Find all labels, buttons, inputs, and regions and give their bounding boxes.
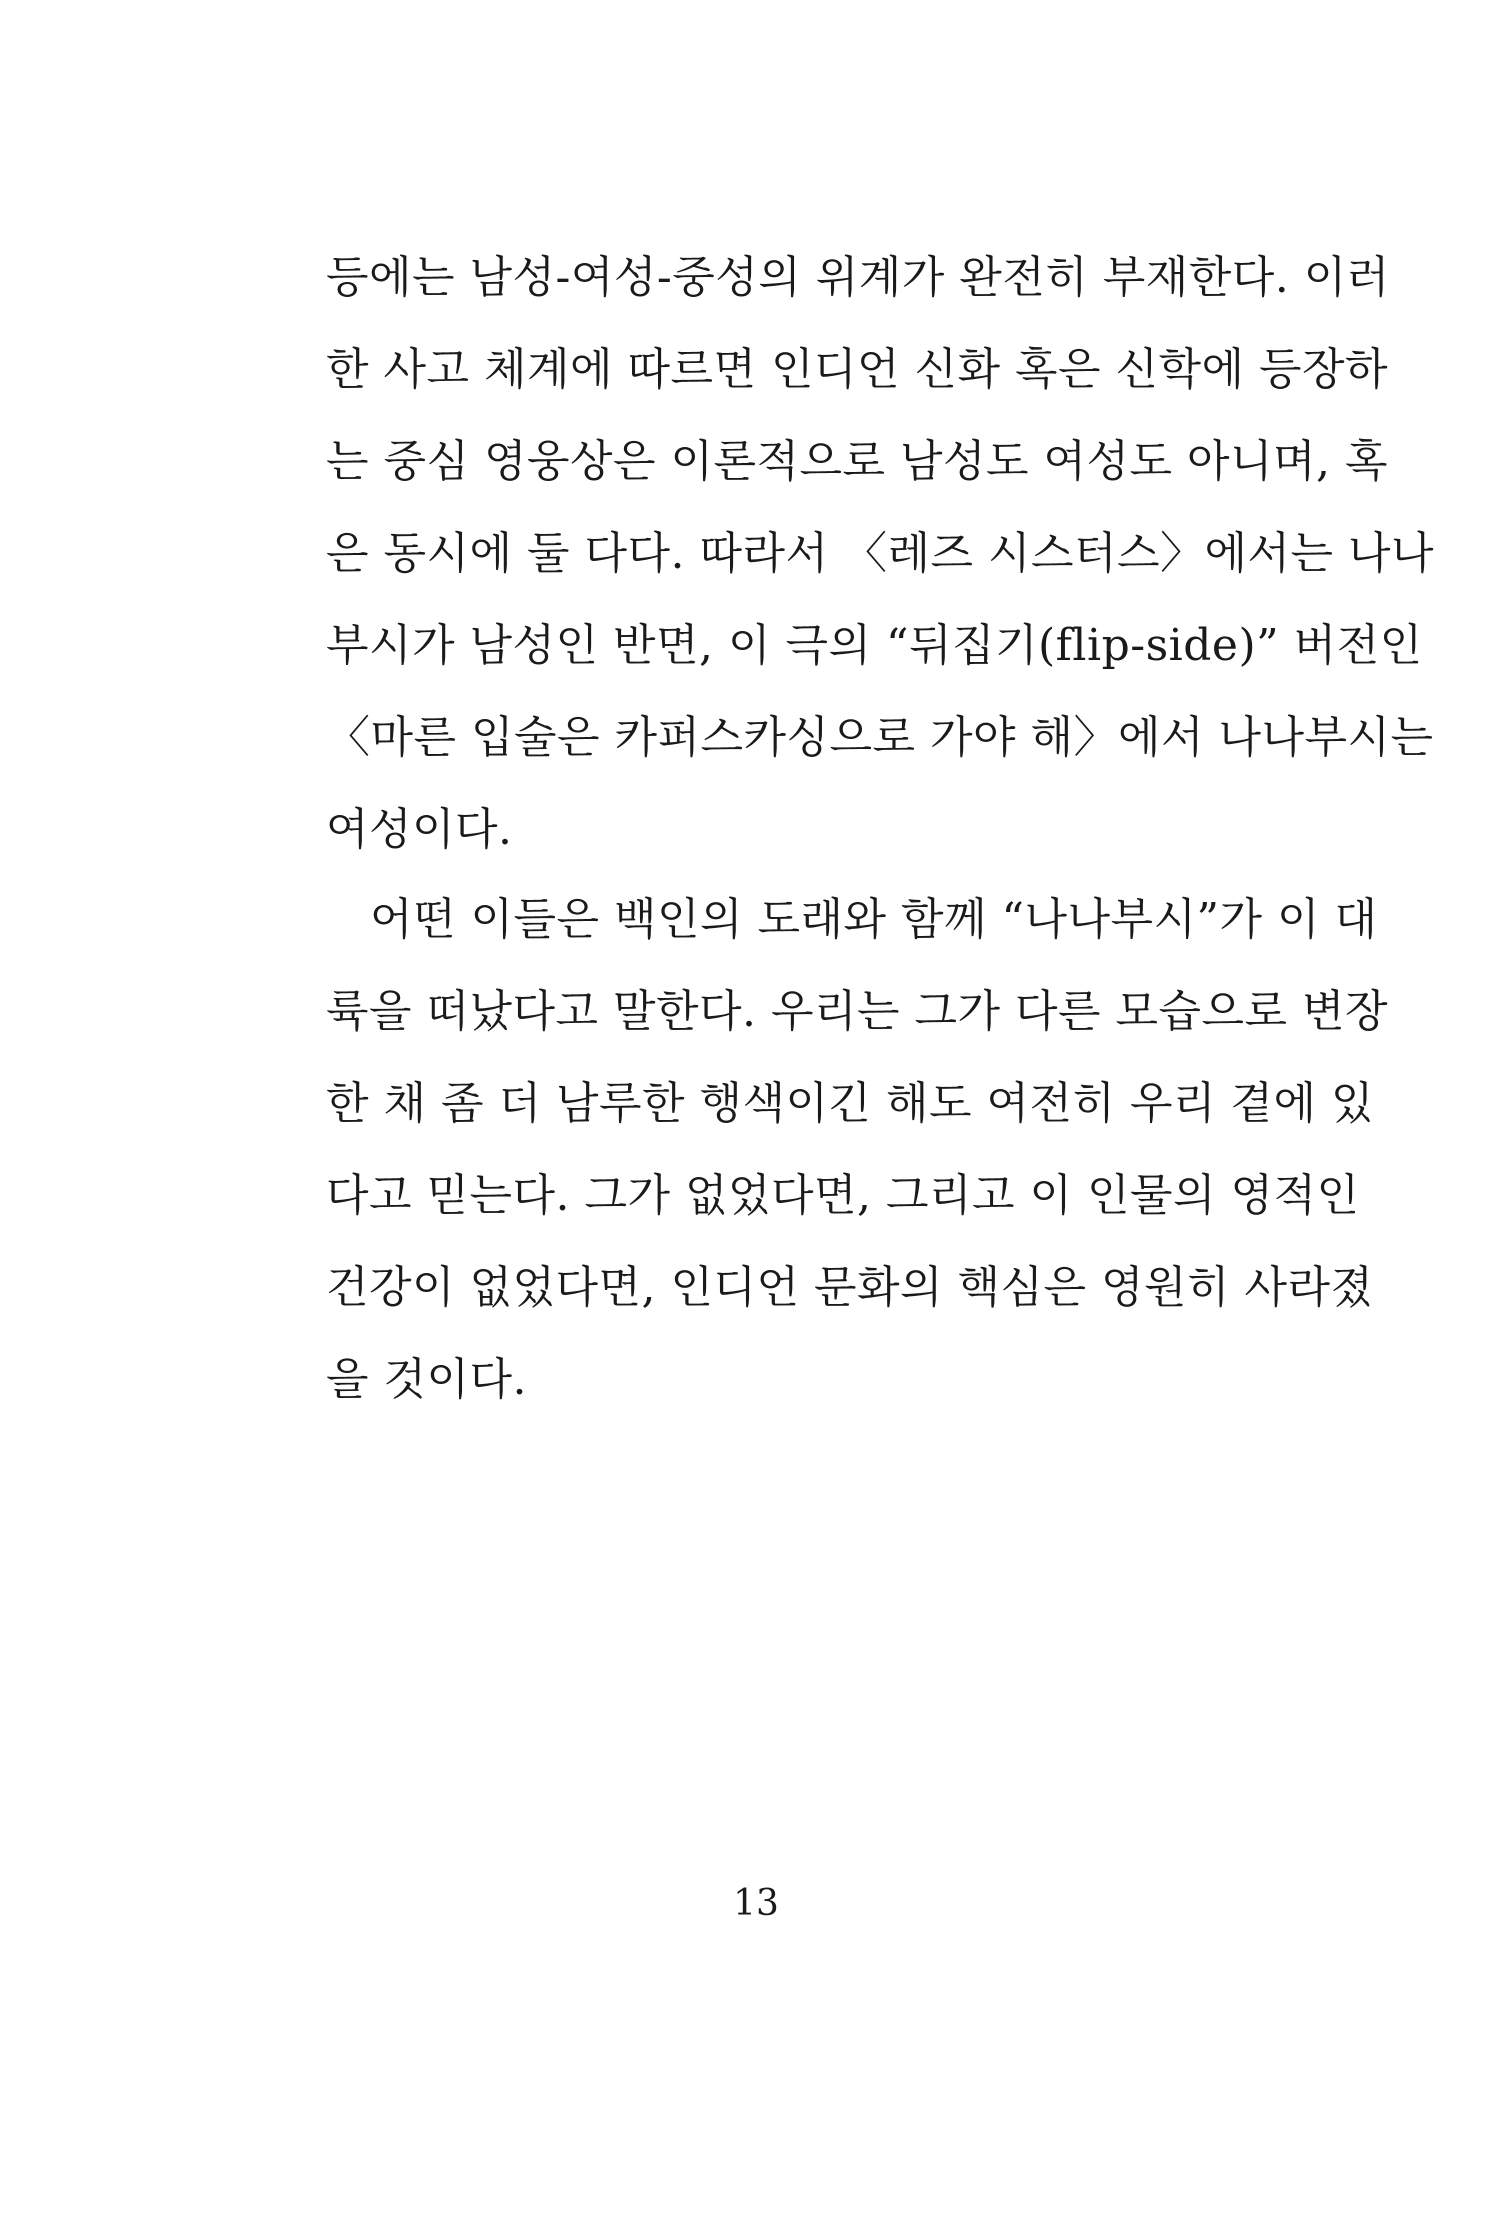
text-line: 어떤 이들은 백인의 도래와 함께 “나나부시”가 이 대 — [370, 894, 1378, 945]
text-line: 〈마른 입술은 카퍼스카싱으로 가야 해〉에서 나나부시는 — [326, 712, 1434, 763]
text-line: 부시가 남성인 반면, 이 극의 “뒤집기(flip-side)” 버전인 — [326, 620, 1423, 671]
paragraph-2 — [326, 874, 1388, 1426]
text-line: 한 사고 체계에 따르면 인디언 신화 혹은 신학에 등장하 — [326, 344, 1388, 395]
text-line: 을 것이다. — [326, 1354, 527, 1405]
page-number: 13 — [733, 1883, 779, 1924]
text-line: 건강이 없었다면, 인디언 문화의 핵심은 영원히 사라졌 — [326, 1262, 1374, 1313]
paragraph-1 — [326, 232, 1434, 876]
text-line: 여성이다. — [326, 804, 513, 855]
text-line: 는 중심 영웅상은 이론적으로 남성도 여성도 아니며, 혹 — [326, 436, 1388, 487]
text-line: 은 동시에 둘 다다. 따라서 〈레즈 시스터스〉에서는 나나 — [326, 528, 1434, 579]
text-line: 등에는 남성-여성-중성의 위계가 완전히 부재한다. 이러 — [326, 252, 1390, 303]
text-line: 륙을 떠났다고 말한다. 우리는 그가 다른 모습으로 변장 — [326, 986, 1388, 1037]
text-line: 한 채 좀 더 남루한 행색이긴 해도 여전히 우리 곁에 있 — [326, 1078, 1374, 1129]
text-line: 다고 믿는다. 그가 없었다면, 그리고 이 인물의 영적인 — [326, 1170, 1360, 1221]
